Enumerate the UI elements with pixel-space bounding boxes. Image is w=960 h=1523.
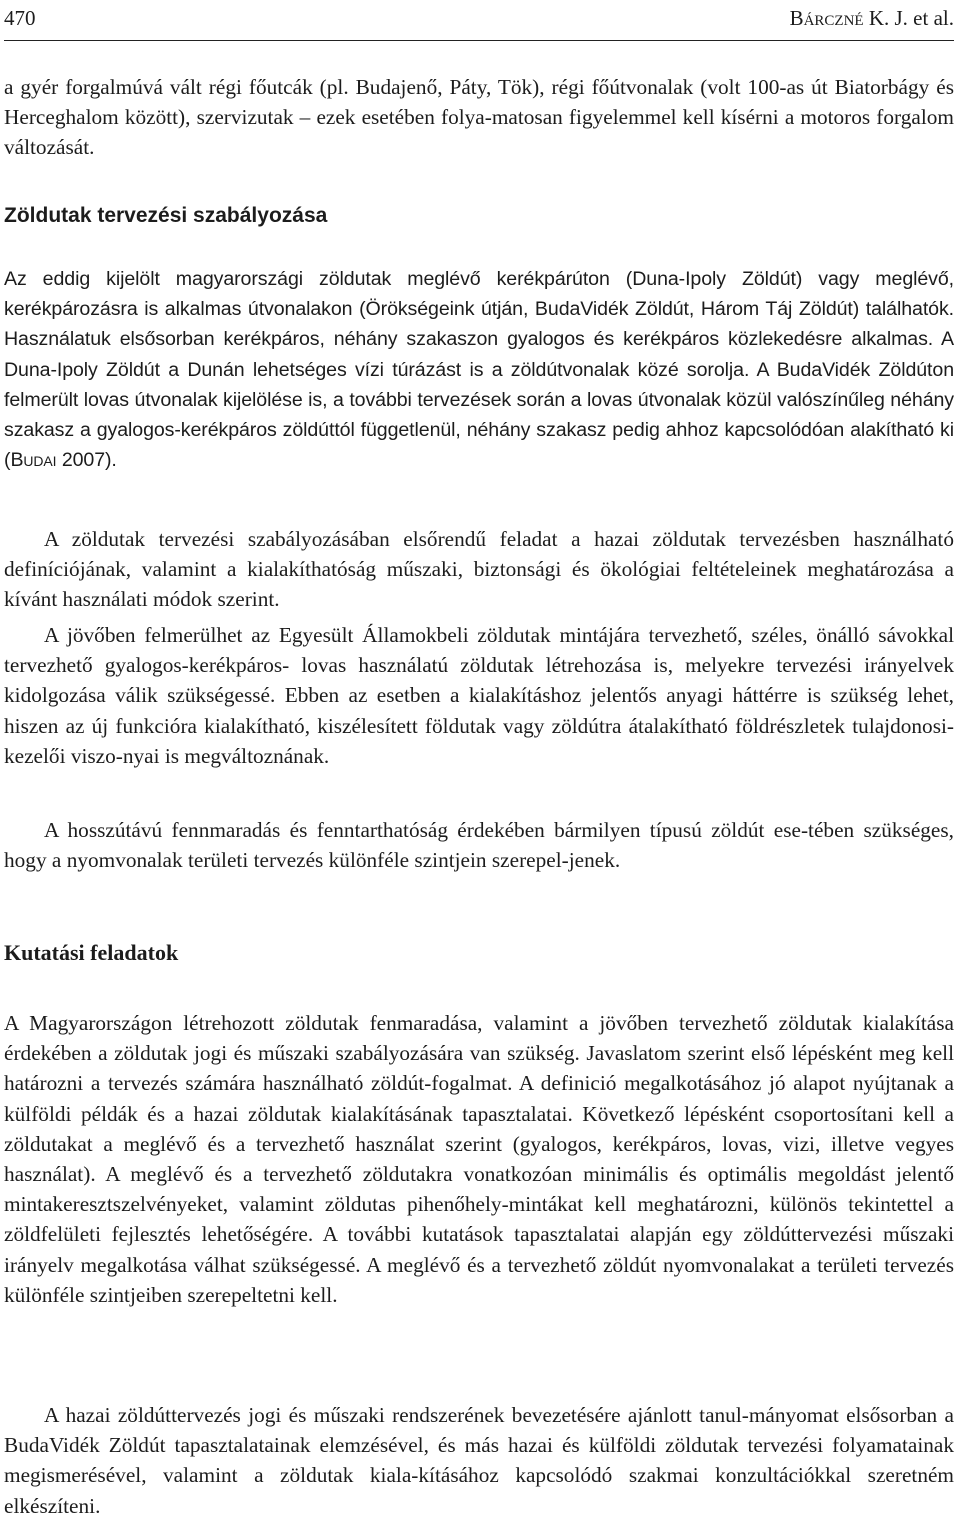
paragraph-text: Az eddig kijelölt magyarországi zöldutak meglévő kerékpárúton (Duna-Ipoly Zöldút) vagy meglévő, kerékpározásra is alkalmas útvonalakon (Örökségeink útján, BudaVidék Zöldút, Három Táj Zöldút) találhatók. Használatuk elsősorban kerékpáros, néhány szakaszon gyalogos és kerékpáros közlekedésre alkalmas. A Duna-Ipoly Zöldút a Dunán lehetséges vízi túrázást is a zöldútvonalak közé sorolja. A BudaVidék Zöldúton felmerült lovas útvonalak kijelölése is, a további tervezések során a lovas útvonalak közül valószínűleg néhány szakasz a gyalogos-kerékpáros zöldúttól függetlenül, néhány szakasz pedig ahhoz kapcsolódóan alakítható ki (: [4, 268, 954, 472]
running-header: [4, 0, 954, 41]
author-surname: Bárczné: [789, 6, 864, 30]
paragraph-intro: a gyér forgalmúvá vált régi főutcák (pl. Budajenő, Páty, Tök), régi főútvonalak (volt 100-as út Biatorbágy és Herceghalom között), szervizutak – ezek esetében folya-matosan figyelemmel kell kísérni a motoros forgalom változását.: [4, 75, 954, 160]
section-heading-zoldutak: Zöldutak tervezési szabályozása: [4, 204, 328, 227]
paragraph-existing-greenways: [4, 264, 954, 475]
author-rest: K. J. et al.: [863, 6, 954, 30]
paragraph-regulation: A zöldutak tervezési szabályozásában elsőrendű feladat a hazai zöldutak tervezésben használható definíciójának, valamint a kialakíthatóság műszaki, biztonsági és ökológiai feltételeinek meghatározása a kívánt használati módok szerint.: [4, 527, 954, 612]
paragraph-research-tasks: A Magyarországon létrehozott zöldutak fenmaradása, valamint a jövőben tervezhető zöldutak kialakítása érdekében a zöldutak jogi és műszaki szabályozására van szükség. Javaslatom szerint első lépésként meg kell határozni a tervezés számára használható zöldút-fogalmat. A definició megalkotásához jó alapot nyújtanak a külföldi példák és a hazai zöldutak kialakításának tapasztalatai. Következő lépésként csoportosítani kell a zöldutakat a meglévő és a tervezhető használat szerint (gyalogos, kerékpáros, lovas, vizi, illetve vegyes használat). A meglévő és a tervezhető zöldutakra vonatkozóan minimális és optimális megoldást jelentő mintakeresztszelvényeket, valamint zöldutas pihenőhely-mintákat kell meghatározni, különös tekintettel a zöldfelületi fejlesztés lehetőségére. A további kutatások tapasztalatai alapján egy zöldúttervezési műszaki irányelv megalkotása válhat szükségessé. A meglévő és a tervezhető zöldút nyomvonalakat a területi tervezés különféle szintjeiben szerepeltetni kell.: [4, 1011, 954, 1307]
paragraph-future: A jövőben felmerülhet az Egyesült Államokbeli zöldutak mintájára tervezhető, széles, önálló sávokkal tervezhető gyalogos-kerékpáros- lovas használatú zöldutak létrehozása is, melyekre tervezési irányelvek kidolgozása válik szükségessé. Ebben az esetben a kialakításhoz jelentős anyagi háttérre is szükség lehet, hiszen az új funkcióra kialakítható, kiszélesített földutak vagy zöldútra átalakítható földrészletek tulajdonosi-kezelői viszo-nyai is megváltoznának.: [4, 623, 954, 768]
section-heading-kutatasi: Kutatási feladatok: [4, 940, 179, 965]
citation-year: 2007).: [56, 449, 117, 472]
page-number: 470: [4, 6, 36, 30]
citation-author: Budai: [10, 449, 57, 472]
running-head-authors: [790, 6, 954, 31]
paragraph-sustainability: A hosszútávú fennmaradás és fenntarthatóság érdekében bármilyen típusú zöldút ese-tében szükséges, hogy a nyomvonalak területi tervezés különféle szintjein szerepel-jenek.: [4, 818, 954, 873]
paragraph-plan: A hazai zöldúttervezés jogi és műszaki rendszerének bevezetésére ajánlott tanul-mányomat elsősorban a BudaVidék Zöldút tapasztalatainak elemzésével, és más hazai és külföldi zöldutak tervezési folyamatainak megismerésével, valamint a zöldutak kiala-kításához kapcsolódó szakmai konzultációkkal szeretném elkészíteni.: [4, 1403, 954, 1518]
